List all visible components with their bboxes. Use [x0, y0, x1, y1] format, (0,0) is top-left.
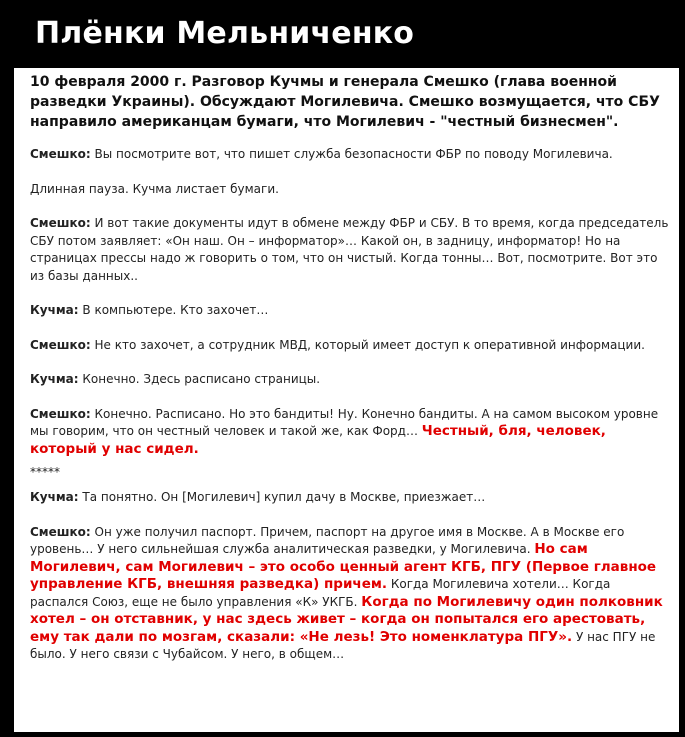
- transcript-paragraph: [30, 181, 670, 199]
- speech-text: Не кто захочет, а сотрудник МВД, который имеет доступ к оперативной информации.: [94, 337, 645, 352]
- speech-text: Конечно. Здесь расписано страницы.: [82, 372, 321, 386]
- transcript-paragraph: [30, 406, 670, 459]
- highlighted-quote: Честный, бля, человек, который у нас сидел.: [30, 423, 606, 457]
- transcript-paragraph: [30, 302, 670, 320]
- transcript-paragraph: [30, 146, 670, 164]
- highlighted-quote: Но сам Могилевич, сам Могилевич – это особо ценный агент КГБ, ПГУ (Первое главное управление КГБ, внешняя разведка) причем.: [30, 541, 657, 592]
- speech-text: Когда Могилевича хотели… Когда распался Союз, еще не было управления «К» УКГБ.: [30, 577, 611, 609]
- section-separator: *****: [30, 465, 60, 479]
- speaker-label: Смешко:: [30, 147, 91, 161]
- transcript-paragraph: [30, 215, 670, 285]
- speech-text: Та понятно. Он [Могилевич] купил дачу в Москве, приезжает…: [82, 490, 486, 504]
- transcript-paragraph: [30, 489, 670, 507]
- speaker-label: Смешко:: [30, 406, 91, 421]
- transcript-paragraph: [30, 524, 670, 664]
- speech-text: Он уже получил паспорт. Причем, паспорт на другое имя в Москве. А в Москве его уровень… У него сильнейшая служба аналитическая разведки, у Могилевича.: [30, 524, 625, 556]
- speaker-label: Смешко:: [30, 216, 91, 230]
- stage-note: Длинная пауза. Кучма листает бумаги.: [30, 181, 279, 196]
- speech-text: Вы посмотрите вот, что пишет служба безопасности ФБР по поводу Могилевича.: [94, 147, 613, 161]
- speaker-label: Смешко:: [30, 524, 91, 539]
- speech-text: В компьютере. Кто захочет…: [82, 303, 269, 317]
- document-page: [14, 68, 679, 732]
- highlighted-quote: Когда по Могилевичу один полковник хотел – он отставник, у нас здесь живет – когда он попытался его арестовать, ему так дали по мозгам, сказали: «Не лезь! Это номенклатура ПГУ».: [30, 593, 663, 645]
- speaker-label: Кучма:: [30, 372, 79, 386]
- speech-text: У нас ПГУ не было. У него связи с Чубайсом. У него, в общем…: [30, 629, 656, 661]
- speaker-label: Смешко:: [30, 337, 91, 352]
- transcript-paragraph: [30, 371, 670, 389]
- page-title: Плёнки Мельниченко: [35, 16, 415, 51]
- speaker-label: Кучма:: [30, 490, 79, 504]
- speech-text: Конечно. Расписано. Но это бандиты! Ну. Конечно бандиты. А на самом высоком уровне мы говорим, что он честный человек и такой же, как Форд…: [30, 406, 659, 438]
- intro-paragraph: 10 февраля 2000 г. Разговор Кучмы и генерала Смешко (глава военной разведки Украины). Обсуждают Могилевича. Смешко возмущается, что СБУ направило американцам бумаги, что Могилевич - "честный бизнесмен".: [30, 74, 660, 130]
- transcript-paragraph: [30, 337, 670, 355]
- header-bar: [0, 0, 685, 68]
- transcript: [30, 72, 670, 681]
- speaker-label: Кучма:: [30, 303, 79, 317]
- speech-text: И вот такие документы идут в обмене между ФБР и СБУ. В то время, когда председатель СБУ потом заявляет: «Он наш. Он – информатор»… Какой он, в задницу, информатор! Но на страницах прессы надо ж говорить о том, что он чистый. Когда тонны… Вот, посмотрите. Вот это из базы данных..: [30, 216, 669, 283]
